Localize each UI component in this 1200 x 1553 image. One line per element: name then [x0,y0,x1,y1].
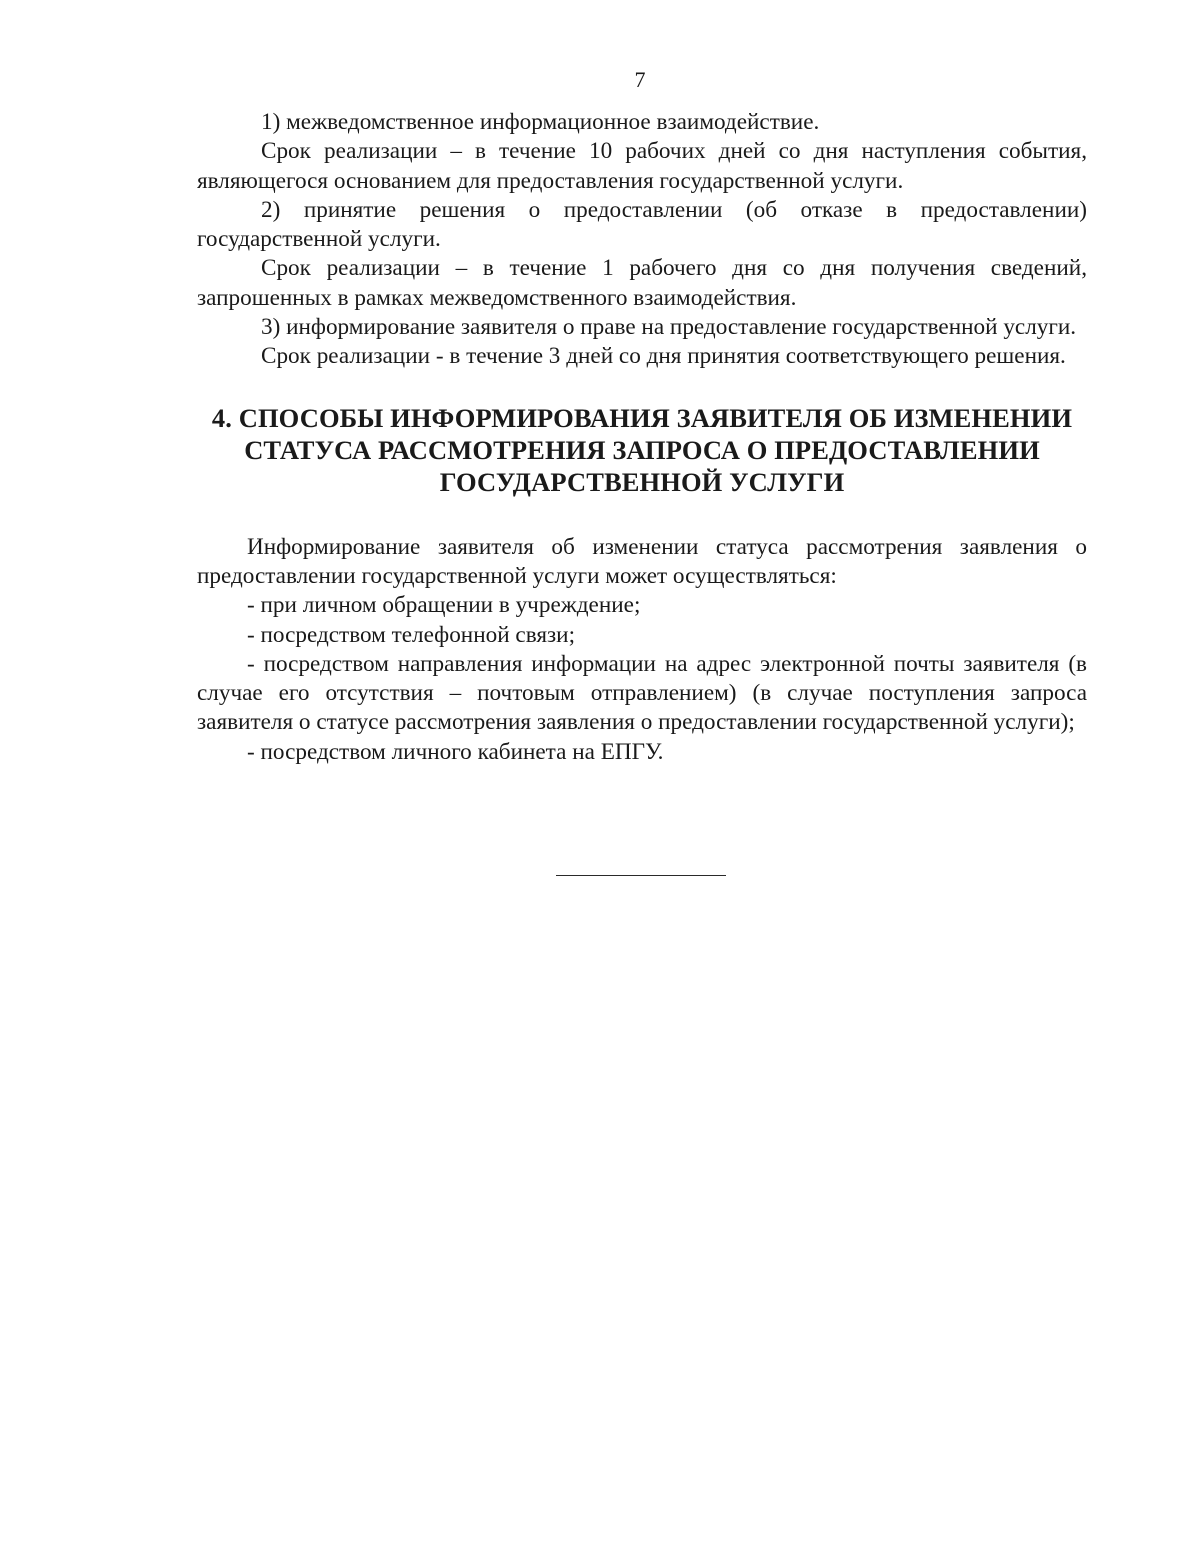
list-item-personal-visit: - при личном обращении в учреждение; [247,592,641,619]
paragraph-procedure-2: 2) принятие решения о предоставлении (об отказе в предоставлении) государственной услуги. [197,196,1087,253]
end-separator-line [556,875,726,876]
list-item-telephone: - посредством телефонной связи; [247,621,576,648]
heading-line-1: 4. СПОСОБЫ ИНФОРМИРОВАНИЯ ЗАЯВИТЕЛЯ ОБ ИЗМЕНЕНИИ [211,402,1073,433]
list-item-email: - посредством направления информации на адрес электронной почты заявителя (в случае его отсутствия – почтовым отправлением) (в случае поступления запроса заявителя о статусе рассмотрения заявления о предоставлении государственной услуги); [197,650,1087,736]
paragraph-procedure-3: 3) информирование заявителя о праве на предоставление государственной услуги. [261,314,1077,341]
paragraph-procedure-1: 1) межведомственное информационное взаимодействие. [261,109,820,135]
paragraph-deadline-2: Срок реализации – в течение 1 рабочего дня со дня получения сведений, запрошенных в рамках межведомственного взаимодействия. [197,255,1087,311]
paragraph-informing-intro: Информирование заявителя об изменении статуса рассмотрения заявления о предоставлении государственной услуги может осуществляться: [197,533,1087,589]
paragraph-deadline-1: Срок реализации – в течение 10 рабочих дней со дня наступления события, являющегося основанием для предоставления государственной услуги. [197,138,1087,194]
list-item-epgu-cabinet: - посредством личного кабинета на ЕПГУ. [247,738,664,765]
document-body [197,108,1087,767]
page-number: 7 [634,67,646,92]
section-informing-methods [197,533,1087,767]
section-heading [197,402,1087,498]
heading-line-3: ГОСУДАРСТВЕННОЙ УСЛУГИ [439,466,845,497]
section-procedures [197,108,1087,372]
heading-line-2: СТАТУСА РАССМОТРЕНИЯ ЗАПРОСА О ПРЕДОСТАВЛЕНИИ [244,434,1040,465]
paragraph-deadline-3: Срок реализации - в течение 3 дней со дня принятия соответствующего решения. [261,343,1066,370]
